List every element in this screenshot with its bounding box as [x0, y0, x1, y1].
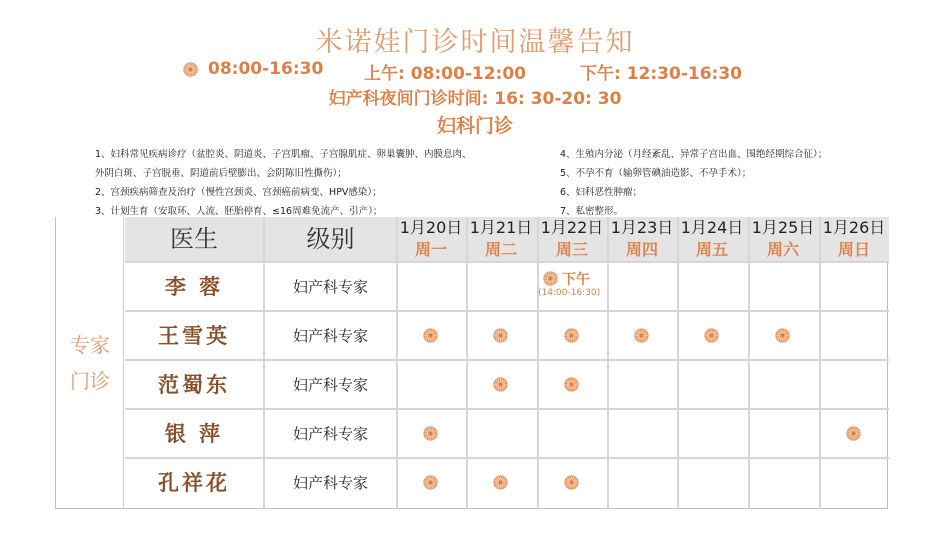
expert-clinic-label — [56, 217, 124, 509]
doctor-name: 银 萍 — [164, 422, 224, 446]
page-title: 米诺娃门诊时间温馨告知 — [315, 27, 635, 58]
sun-flower-icon — [493, 377, 508, 392]
sun-flower-icon — [846, 426, 861, 441]
service-item: 3、计划生育（安取环、人流、胚胎停育、≤16周难免流产、引产）； — [95, 206, 383, 217]
opening-hours — [0, 59, 950, 84]
doctor-name: 范蜀东 — [158, 373, 230, 397]
hours-morning: 上午: 08:00-12:00 — [364, 64, 526, 84]
sun-flower-icon — [704, 328, 719, 343]
day-weekday: 周四 — [625, 240, 658, 259]
day-date: 1月21日 — [469, 218, 533, 237]
night-clinic-hours: 妇产科夜间门诊时间: 16: 30-20: 30 — [328, 89, 622, 109]
doctor-level: 妇产科专家 — [292, 376, 368, 394]
doctor-level: 妇产科专家 — [292, 425, 368, 443]
day-weekday: 周一 — [414, 240, 447, 259]
column-header-level: 级别 — [306, 225, 355, 253]
slot-label: 下午 — [562, 272, 590, 288]
day-date: 1月25日 — [751, 218, 815, 237]
sun-flower-icon — [564, 328, 579, 343]
day-date: 1月22日 — [540, 218, 604, 237]
sun-flower-icon — [543, 271, 558, 286]
service-item: 6、妇科恶性肿瘤； — [560, 187, 643, 198]
sun-flower-icon — [564, 377, 579, 392]
day-date: 1月23日 — [610, 218, 674, 237]
service-item: 4、生殖内分泌（月经紊乱、异常子宫出血、围绝经期综合征）； — [560, 149, 828, 160]
service-item: 7、私密整形。 — [560, 206, 624, 217]
sun-flower-icon — [423, 475, 438, 490]
sun-flower-icon — [634, 328, 649, 343]
schedule-table — [55, 217, 888, 509]
service-item: 外阴白斑、子宫脱垂、阴道前后壁膨出、会阴陈旧性撕伤）； — [95, 168, 347, 179]
sun-flower-icon — [493, 328, 508, 343]
slot-time: (14:00-16:30) — [538, 288, 601, 298]
sun-flower-icon — [183, 62, 198, 77]
day-date: 1月20日 — [399, 218, 463, 237]
day-weekday: 周五 — [695, 240, 728, 259]
day-weekday: 周三 — [555, 240, 588, 259]
doctor-level: 妇产科专家 — [292, 474, 368, 492]
sun-flower-icon — [423, 426, 438, 441]
side-label-line: 门诊 — [70, 369, 110, 393]
day-date: 1月26日 — [822, 218, 886, 237]
sun-flower-icon — [564, 475, 579, 490]
day-weekday: 周二 — [484, 240, 517, 259]
section-title: 妇科门诊 — [436, 115, 513, 137]
day-weekday: 周六 — [766, 240, 799, 259]
day-date: 1月24日 — [680, 218, 744, 237]
hours-all-day: 08:00-16:30 — [208, 59, 324, 79]
day-weekday: 周日 — [837, 240, 870, 259]
doctor-level: 妇产科专家 — [292, 278, 368, 296]
service-item: 2、宫颈疾病筛查及治疗（慢性宫颈炎、宫颈癌前病变、HPV感染）； — [95, 187, 382, 198]
side-label-line: 专家 — [70, 333, 110, 357]
doctor-name: 孔祥花 — [158, 471, 230, 495]
service-item: 5、不孕不育（输卵管碘油造影、不孕手术）； — [560, 168, 752, 179]
doctor-name: 王雪英 — [158, 324, 230, 348]
sun-flower-icon — [493, 475, 508, 490]
doctor-name: 李 蓉 — [164, 275, 224, 299]
service-item: 1、妇科常见疾病诊疗（盆腔炎、阴道炎、子宫肌瘤、子宫腺肌症、卵巢囊肿、内膜息肉、 — [95, 149, 472, 160]
hours-afternoon: 下午: 12:30-16:30 — [580, 64, 742, 84]
column-header-doctor: 医生 — [170, 225, 218, 253]
sun-flower-icon — [775, 328, 790, 343]
sun-flower-icon — [423, 328, 438, 343]
doctor-level: 妇产科专家 — [292, 327, 368, 345]
